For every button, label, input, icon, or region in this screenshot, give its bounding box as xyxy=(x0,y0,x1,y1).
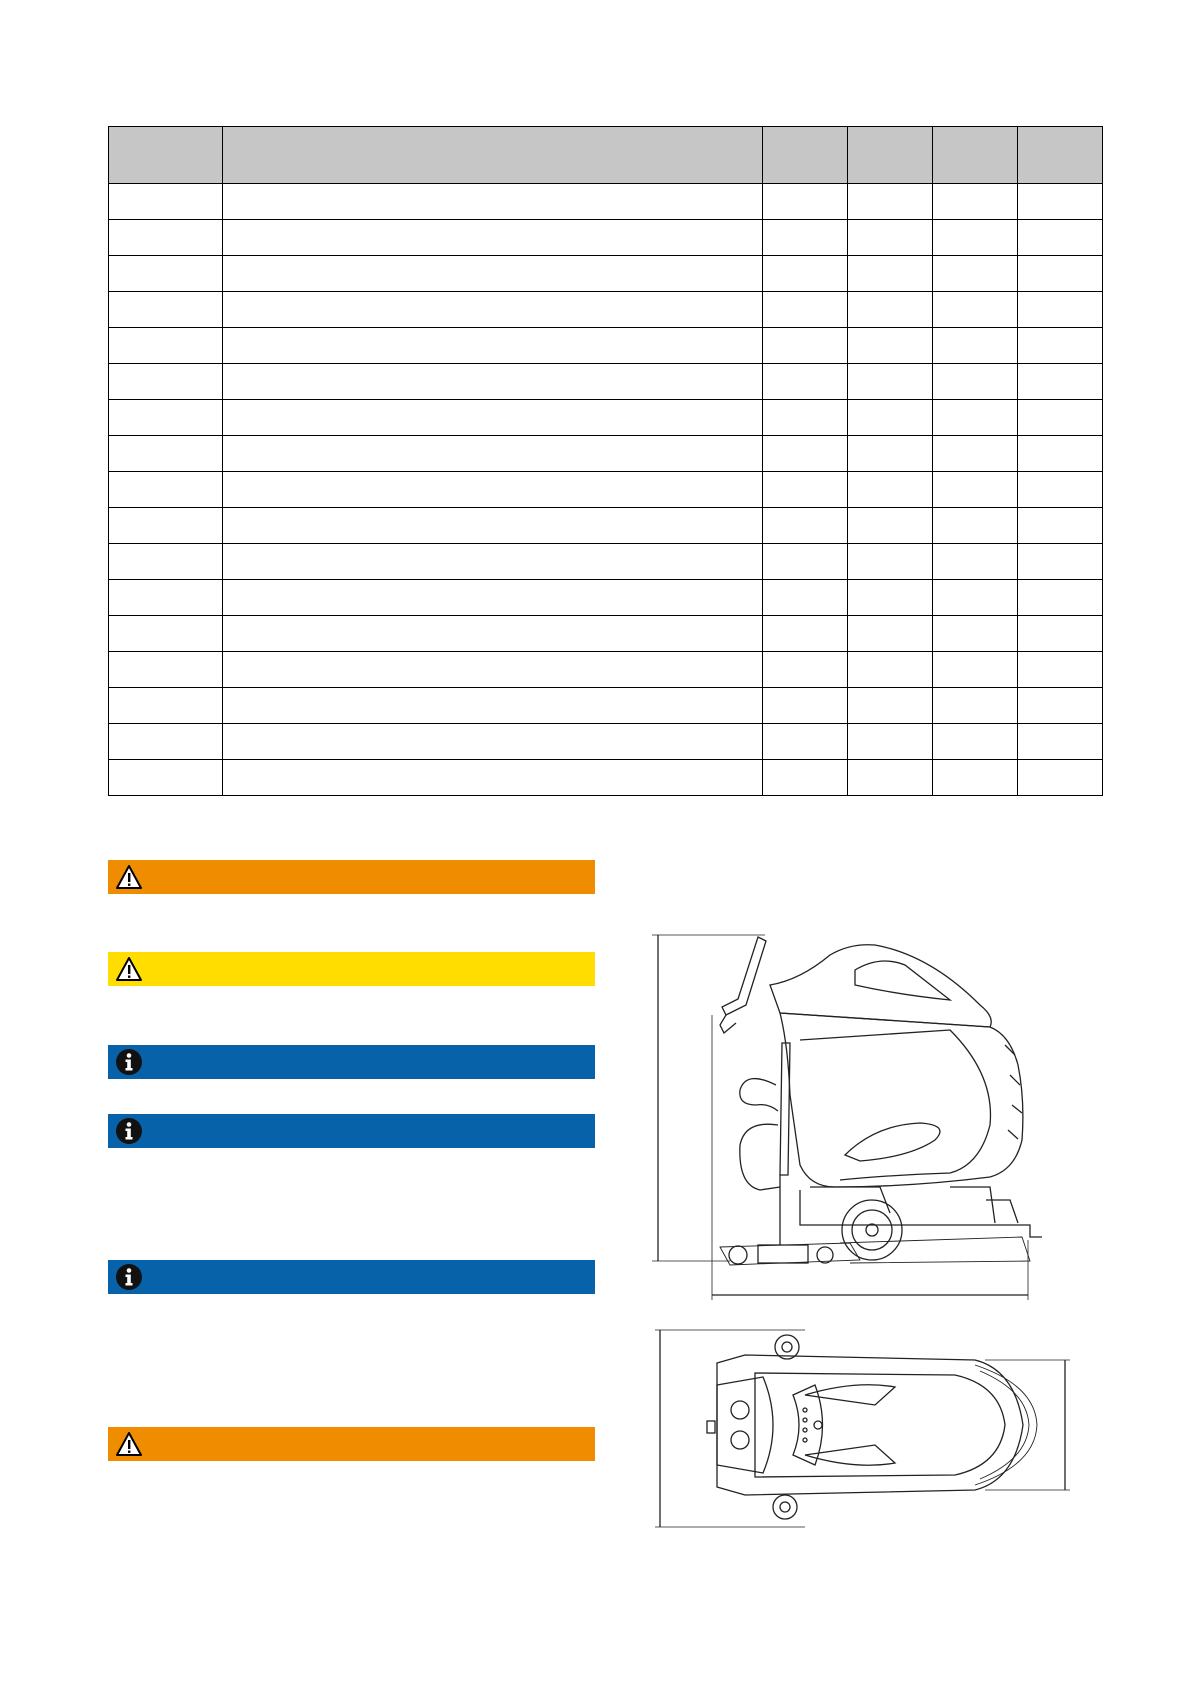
table-row xyxy=(109,364,1103,400)
table-cell xyxy=(933,292,1018,328)
table-header-cell xyxy=(848,127,933,184)
table-cell xyxy=(109,400,223,436)
table-cell xyxy=(109,364,223,400)
table-row xyxy=(109,580,1103,616)
table-cell xyxy=(933,544,1018,580)
warning-triangle-icon xyxy=(114,1429,144,1459)
table-row xyxy=(109,544,1103,580)
floor-scrubber-top-view-icon xyxy=(655,1325,1095,1535)
table-cell xyxy=(223,472,763,508)
table-cell xyxy=(763,688,848,724)
table-header-cell xyxy=(223,127,763,184)
table-cell xyxy=(109,436,223,472)
warning-triangle-icon xyxy=(114,954,144,984)
table-cell xyxy=(109,508,223,544)
table-cell xyxy=(848,724,933,760)
danger-notice xyxy=(108,1427,595,1461)
table-cell xyxy=(109,544,223,580)
table-cell xyxy=(1018,616,1103,652)
table-cell xyxy=(763,544,848,580)
table-cell xyxy=(109,328,223,364)
table-cell xyxy=(933,760,1018,796)
table-cell xyxy=(848,436,933,472)
table-row xyxy=(109,652,1103,688)
table-cell xyxy=(848,688,933,724)
table-cell xyxy=(848,508,933,544)
info-icon xyxy=(114,1262,144,1292)
table-cell xyxy=(763,436,848,472)
table-cell xyxy=(848,328,933,364)
table-cell xyxy=(763,256,848,292)
table-cell xyxy=(933,580,1018,616)
table-cell xyxy=(933,328,1018,364)
table-row xyxy=(109,184,1103,220)
table-cell xyxy=(848,400,933,436)
table-cell xyxy=(1018,256,1103,292)
table-cell xyxy=(933,364,1018,400)
table-cell xyxy=(223,544,763,580)
table-cell xyxy=(1018,184,1103,220)
table-cell xyxy=(1018,508,1103,544)
table-cell xyxy=(933,256,1018,292)
table-header-cell xyxy=(763,127,848,184)
table-header-cell xyxy=(1018,127,1103,184)
table-cell xyxy=(763,760,848,796)
table-cell xyxy=(848,544,933,580)
table-cell xyxy=(109,724,223,760)
table-cell xyxy=(109,616,223,652)
table-cell xyxy=(763,400,848,436)
spec-table xyxy=(108,126,1103,796)
table-cell xyxy=(933,652,1018,688)
table-cell xyxy=(109,652,223,688)
table-cell xyxy=(1018,436,1103,472)
table-header-cell xyxy=(109,127,223,184)
danger-notice xyxy=(108,860,595,894)
table-cell xyxy=(109,256,223,292)
table-cell xyxy=(763,220,848,256)
table-cell xyxy=(223,436,763,472)
table-row xyxy=(109,616,1103,652)
table-cell xyxy=(763,724,848,760)
table-cell xyxy=(848,616,933,652)
table-header-row xyxy=(109,127,1103,184)
table-cell xyxy=(848,652,933,688)
table-cell xyxy=(1018,760,1103,796)
table-cell xyxy=(109,220,223,256)
table-cell xyxy=(109,760,223,796)
info-notice xyxy=(108,1114,595,1148)
table-cell xyxy=(848,292,933,328)
table-cell xyxy=(1018,688,1103,724)
info-icon xyxy=(114,1047,144,1077)
table-cell xyxy=(223,184,763,220)
table-cell xyxy=(1018,328,1103,364)
table-cell xyxy=(1018,544,1103,580)
table-cell xyxy=(848,256,933,292)
table-cell xyxy=(109,292,223,328)
table-cell xyxy=(223,400,763,436)
table-cell xyxy=(223,724,763,760)
table-cell xyxy=(109,184,223,220)
table-cell xyxy=(763,292,848,328)
table-cell xyxy=(933,724,1018,760)
table-cell xyxy=(223,652,763,688)
table-cell xyxy=(933,436,1018,472)
warning-notice xyxy=(108,952,595,986)
info-notice xyxy=(108,1045,595,1079)
table-cell xyxy=(223,328,763,364)
table-row xyxy=(109,688,1103,724)
table-cell xyxy=(763,652,848,688)
table-row xyxy=(109,724,1103,760)
table-cell xyxy=(763,472,848,508)
warning-triangle-icon xyxy=(114,862,144,892)
table-row xyxy=(109,292,1103,328)
table-cell xyxy=(109,580,223,616)
table-cell xyxy=(223,688,763,724)
table-cell xyxy=(848,220,933,256)
table-cell xyxy=(763,508,848,544)
table-row xyxy=(109,436,1103,472)
table-cell xyxy=(933,508,1018,544)
table-cell xyxy=(223,580,763,616)
table-cell xyxy=(223,760,763,796)
table-cell xyxy=(848,364,933,400)
table-cell xyxy=(223,364,763,400)
table-cell xyxy=(1018,652,1103,688)
info-icon xyxy=(114,1116,144,1146)
info-notice xyxy=(108,1260,595,1294)
table-cell xyxy=(933,400,1018,436)
table-cell xyxy=(1018,364,1103,400)
table-cell xyxy=(1018,220,1103,256)
table-row xyxy=(109,220,1103,256)
table-row xyxy=(109,400,1103,436)
table-cell xyxy=(848,760,933,796)
table-cell xyxy=(223,256,763,292)
table-cell xyxy=(763,616,848,652)
table-cell xyxy=(109,472,223,508)
table-cell xyxy=(1018,400,1103,436)
table-cell xyxy=(848,580,933,616)
table-cell xyxy=(223,616,763,652)
table-cell xyxy=(763,364,848,400)
table-cell xyxy=(763,580,848,616)
table-cell xyxy=(223,508,763,544)
table-cell xyxy=(848,472,933,508)
table-row xyxy=(109,328,1103,364)
table-cell xyxy=(1018,292,1103,328)
table-cell xyxy=(933,688,1018,724)
table-cell xyxy=(848,184,933,220)
table-cell xyxy=(933,220,1018,256)
floor-scrubber-side-view-icon xyxy=(650,925,1095,1305)
table-cell xyxy=(933,616,1018,652)
table-cell xyxy=(109,688,223,724)
table-cell xyxy=(763,328,848,364)
table-cell xyxy=(1018,724,1103,760)
table-row xyxy=(109,508,1103,544)
table-cell xyxy=(1018,472,1103,508)
table-cell xyxy=(933,184,1018,220)
table-header-cell xyxy=(933,127,1018,184)
table-cell xyxy=(223,220,763,256)
table-row xyxy=(109,760,1103,796)
table-cell xyxy=(933,472,1018,508)
table-cell xyxy=(763,184,848,220)
table-cell xyxy=(223,292,763,328)
table-cell xyxy=(1018,580,1103,616)
table-row xyxy=(109,472,1103,508)
table-row xyxy=(109,256,1103,292)
